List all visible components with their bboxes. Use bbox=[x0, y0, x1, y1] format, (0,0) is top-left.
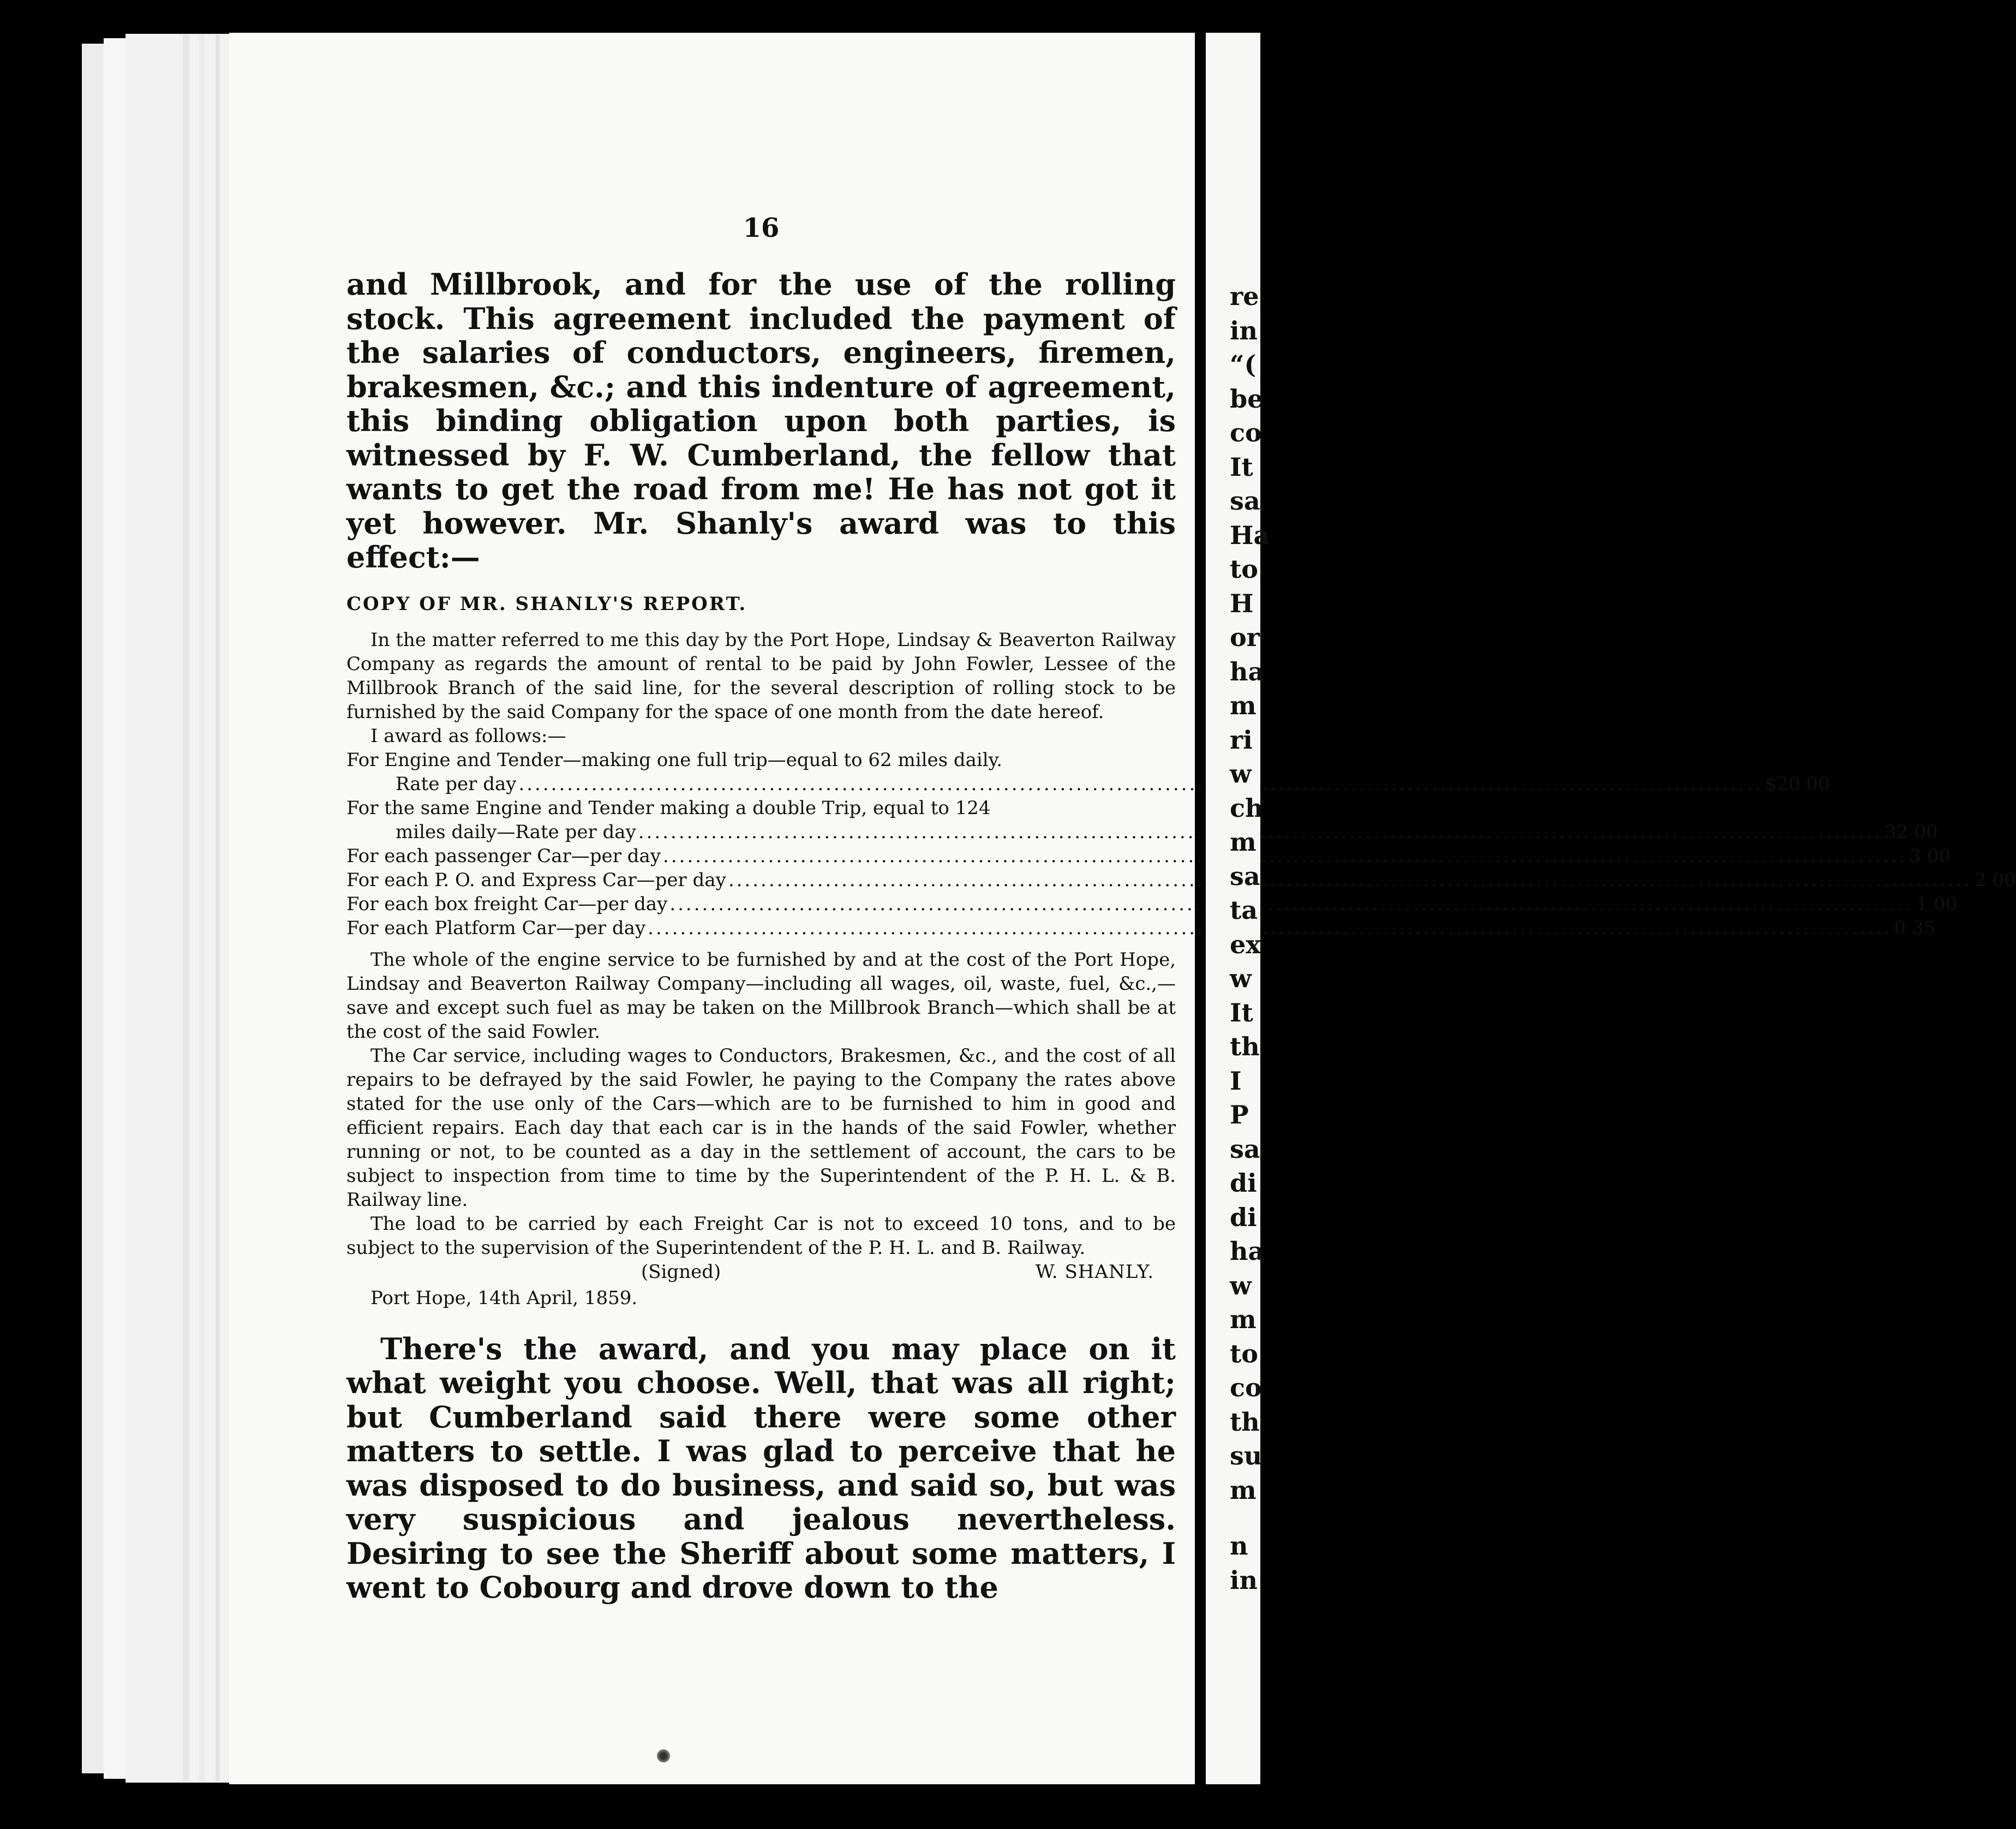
next-page-fragment: “( bbox=[1230, 350, 1257, 379]
page-edge bbox=[104, 38, 127, 1779]
next-page-fragment: w bbox=[1230, 1270, 1252, 1300]
next-page-fragment: It bbox=[1230, 452, 1253, 482]
next-page-fragment: di bbox=[1230, 1202, 1257, 1232]
next-page-fragment: m bbox=[1230, 1305, 1257, 1334]
next-page-fragment: sa bbox=[1230, 486, 1260, 516]
next-page-fragment: m bbox=[1230, 1475, 1257, 1505]
report-heading: COPY OF MR. SHANLY'S REPORT. bbox=[346, 593, 747, 615]
signature-row bbox=[346, 1260, 1176, 1286]
next-page-fragment: ri bbox=[1230, 725, 1253, 755]
signed-label: (Signed) bbox=[641, 1260, 721, 1283]
next-page-fragment: m bbox=[1230, 691, 1257, 720]
rate-amount: 1 00 bbox=[1916, 893, 1958, 915]
next-page-fragment: I bbox=[1230, 1066, 1242, 1096]
engine-service-paragraph: The whole of the engine service to be furnished by and at the cost of the Port Hope, Lindsay and Beaverton Railway Company—including all wages, oil, waste, fuel, &c.,— save and except such fuel as may be taken on the Millbrook Branch—which shall be at the cost of the said Fowler. bbox=[346, 948, 1176, 1043]
leader-dots bbox=[728, 868, 1972, 892]
leader-dots bbox=[518, 772, 1762, 796]
rate-amount: 32 00 bbox=[1885, 821, 1938, 843]
leader-dots bbox=[669, 892, 1913, 916]
rate-label: For each P. O. and Express Car—per day bbox=[346, 869, 726, 891]
signatory: W. SHANLY. bbox=[1035, 1260, 1154, 1283]
rate-label: For each Platform Car—per day bbox=[346, 917, 646, 939]
rate-line-1a: For Engine and Tender—making one full trip—equal to 62 miles daily. bbox=[346, 749, 1003, 771]
next-page-fragment: ha bbox=[1230, 1236, 1265, 1266]
rate-line-3 bbox=[346, 844, 1951, 868]
page-edge-line bbox=[216, 35, 220, 1781]
rate-line-2a: For the same Engine and Tender making a double Trip, equal to 124 bbox=[346, 797, 991, 819]
load-paragraph: The load to be carried by each Freight Car is not to exceed 10 tons, and to be subject to the supervision of the Superintendent of the P. H. L. and B. Railway. bbox=[346, 1212, 1176, 1259]
next-page-fragment: ha bbox=[1230, 656, 1265, 686]
ink-speck bbox=[656, 1749, 671, 1763]
book-page bbox=[229, 33, 2016, 1784]
next-page-fragment: ex bbox=[1230, 929, 1261, 959]
next-page-fragment: w bbox=[1230, 964, 1252, 993]
next-page-fragment: to bbox=[1230, 1338, 1258, 1368]
rate-line-6 bbox=[346, 916, 1936, 940]
next-page-fragment: be bbox=[1230, 384, 1264, 414]
next-page-fragment: in bbox=[1230, 315, 1258, 345]
next-page-fragment: It bbox=[1230, 997, 1253, 1027]
rate-amount: 2 00 bbox=[1975, 869, 2016, 891]
next-page-fragment: or bbox=[1230, 623, 1260, 652]
report-intro: In the matter referred to me this day by the Port Hope, Lindsay & Beaverton Railway Company as regards the amount of rental to be paid by John Fowler, Lessee of the Millbrook Branch of the said line, for the several description of rolling stock to be furnished by the said Company for the space of one month from the date hereof. bbox=[346, 629, 1176, 723]
rate-amount: 3 00 bbox=[1909, 845, 1951, 867]
rate-label: For each passenger Car—per day bbox=[346, 845, 661, 867]
page-edge bbox=[82, 44, 105, 1773]
next-page-fragment: to bbox=[1230, 554, 1258, 584]
next-page-fragment: P bbox=[1230, 1100, 1249, 1129]
rate-amount: $20 00 bbox=[1764, 773, 1830, 795]
leader-dots bbox=[648, 916, 1892, 940]
rate-label: miles daily—Rate per day bbox=[396, 821, 636, 843]
next-page-fragment: ch bbox=[1230, 793, 1264, 823]
next-page-fragment: in bbox=[1230, 1565, 1258, 1595]
rate-amount: 0 35 bbox=[1894, 917, 1936, 939]
rate-line-2b bbox=[346, 820, 1938, 844]
car-service-paragraph: The Car service, including wages to Conductors, Brakesmen, &c., and the cost of all repairs to be defrayed by the said Fowler, he paying to the Company the rates above stated for the use only of the Cars—which are to be furnished to him in good and efficient repairs. Each day that each car is in the hands of the said Fowler, whether running or not, to be counted as a day in the settlement of account, the cars to be subject to inspection from time to time by the Superintendent of the P. H. L. & B. Railway line. bbox=[346, 1044, 1176, 1211]
place-date: Port Hope, 14th April, 1859. bbox=[370, 1287, 638, 1309]
page-number: 16 bbox=[743, 213, 780, 243]
opening-paragraph: and Millbrook, and for the use of the rolling stock. This agreement included the payment of the salaries of conductors, engineers, firemen, brakesmen, &c.; and this indenture of agreement, this binding obligation upon both parties, is witnessed by F. W. Cumberland, the fellow that wants to get the road from me! He has not got it yet however. Mr. Shanly's award was to this effect:— bbox=[346, 267, 1176, 575]
next-page-fragment: Ha bbox=[1230, 520, 1270, 550]
leader-dots bbox=[663, 844, 1907, 868]
next-page-fragment: th bbox=[1230, 1032, 1260, 1061]
next-page-fragment: su bbox=[1230, 1441, 1263, 1471]
next-page-fragment: th bbox=[1230, 1407, 1260, 1437]
next-page-fragment: w bbox=[1230, 759, 1252, 788]
page-edge-line bbox=[183, 35, 189, 1781]
next-page-fragment: n bbox=[1230, 1531, 1248, 1561]
next-page-fragment: H bbox=[1230, 588, 1254, 618]
next-page-fragment: sa bbox=[1230, 861, 1260, 891]
award-intro: I award as follows:— bbox=[370, 725, 566, 747]
next-page-fragment: re bbox=[1230, 282, 1259, 311]
rate-label: For each box freight Car—per day bbox=[346, 893, 668, 915]
closing-paragraph: There's the award, and you may place on it what weight you choose. Well, that was all right; but Cumberland said there were some other matters to settle. I was glad to perceive that he was disposed to do business, and said so, but was very suspicious and jealous nevertheless. Desiring to see the Sheriff about some matters, I went to Cobourg and drove down to the bbox=[346, 1331, 1176, 1605]
next-page-fragment: m bbox=[1230, 827, 1257, 857]
next-page-fragment: di bbox=[1230, 1168, 1257, 1198]
next-page-fragment: ta bbox=[1230, 895, 1258, 925]
page-body bbox=[346, 267, 2016, 1605]
next-page-fragment: co bbox=[1230, 418, 1262, 447]
next-page-edge bbox=[1206, 33, 1270, 1784]
next-page-fragment: co bbox=[1230, 1373, 1262, 1402]
rate-label: Rate per day bbox=[396, 773, 517, 795]
next-page-fragment: sa bbox=[1230, 1134, 1260, 1164]
rate-line-1b bbox=[346, 772, 1830, 796]
page-edge-line bbox=[199, 35, 205, 1781]
